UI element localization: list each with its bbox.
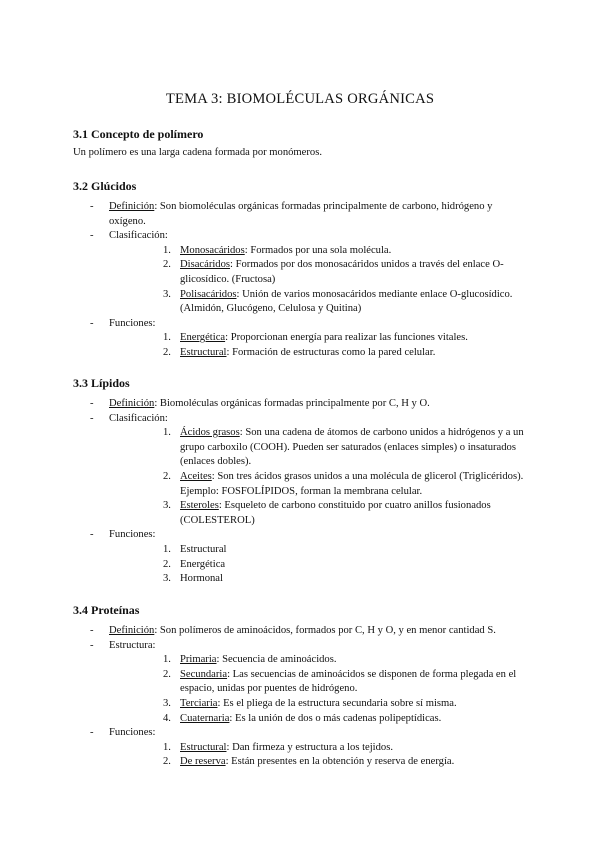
term: Esteroles bbox=[180, 500, 219, 512]
section-proteinas bbox=[73, 602, 528, 770]
term: Definición bbox=[109, 625, 155, 636]
term: Energética bbox=[180, 332, 226, 344]
definition-item: - Definición: Son biomoléculas orgánicas formadas principalmente de carbono, hidrógeno y oxígeno. bbox=[73, 200, 528, 229]
list-item: 3. Polisacáridos: Unión de varios monosacáridos mediante enlace O-glucosídico. (Almidón, Glucógeno, Celulosa y Quitina) bbox=[163, 288, 513, 315]
term: Estructural bbox=[180, 346, 227, 358]
paragraph: Un polímero es una larga cadena formada por monómeros. bbox=[73, 147, 322, 158]
definition-item: - Definición: Son polímeros de aminoácidos, formados por C, H y O, y en menor cantidad S. bbox=[73, 624, 528, 639]
term: Primaria bbox=[180, 654, 217, 666]
list-item: 1. Estructural bbox=[163, 543, 227, 555]
term: Polisacáridos bbox=[180, 288, 237, 300]
list-item: 2. Aceites: Son tres ácidos grasos unidos a una molécula de glicerol (Triglicéridos). Ejemplo: FOSFOLÍPIDOS, forman la membrana celular. bbox=[163, 470, 524, 497]
section-heading: 3.4 Proteínas bbox=[73, 603, 140, 617]
term: Monosacáridos bbox=[180, 244, 245, 256]
section-heading: 3.3 Lípidos bbox=[73, 376, 130, 390]
structure-item: - Estructura: 1. Primaria: Secuencia de aminoácidos. 2. Secundaria: Las secuencias de aminoácidos se disponen de forma plegada en el espacio, unidas por puentes de hidrógeno. 3. Terciaria: Es el pliega de la estructura secundaria sobre sí misma. 4. Cuaternaria: Es la unión de dos o más cadenas polipeptídicas. bbox=[73, 639, 528, 727]
term: Definición bbox=[109, 201, 155, 212]
section-heading: 3.1 Concepto de polímero bbox=[73, 127, 204, 141]
definition-item: - Definición: Biomoléculas orgánicas formadas principalmente por C, H y O. bbox=[73, 397, 528, 412]
list-item: 2. Energética bbox=[163, 558, 226, 570]
term: Estructural bbox=[180, 741, 227, 753]
page-title: TEMA 3: BIOMOLÉCULAS ORGÁNICAS bbox=[165, 91, 435, 107]
list-item: 2. Estructural: Formación de estructuras como la pared celular. bbox=[163, 346, 436, 358]
section-polimero bbox=[73, 126, 528, 161]
term: Terciaria bbox=[180, 697, 218, 709]
list-item: 1. Ácidos grasos: Son una cadena de átomos de carbono unidos a hidrógenos y a un grupo carboxilo (COOH). Pueden ser saturados (enlaces simples) o insaturados (enlaces dobles). bbox=[163, 427, 524, 468]
term: Disacáridos bbox=[180, 259, 231, 271]
functions-item: - Funciones: 1. Estructural: Dan firmeza y estructura a los tejidos. 2. De reserva: Están presentes en la obtención y reserva de energía. bbox=[73, 726, 528, 770]
term: Definición bbox=[109, 398, 155, 409]
list-item: 2. Secundaria: Las secuencias de aminoácidos se disponen de forma plegada en el espacio, unidas por puentes de hidrógeno. bbox=[163, 668, 517, 695]
functions-item: - Funciones: 1. Energética: Proporcionan energía para realizar las funciones vitales. 2. Estructural: Formación de estructuras como la pared celular. bbox=[73, 317, 528, 361]
classification-item: - Clasificación: 1. Monosacáridos: Formados por una sola molécula. 2. Disacáridos: Formados por dos monosacáridos unidos a través del enlace O-glicosídico. (Fructosa) 3. Polisacáridos: Unión de varios monosacáridos mediante enlace O-glucosídico. (Almidón, Glucógeno, Celulosa y Quitina) bbox=[73, 229, 528, 317]
term: Cuaternaria bbox=[180, 712, 230, 724]
list-item: 1. Estructural: Dan firmeza y estructura a los tejidos. bbox=[163, 741, 393, 753]
term: Aceites bbox=[180, 470, 212, 482]
list-item: 2. Disacáridos: Formados por dos monosacáridos unidos a través del enlace O-glicosídico. (Fructosa) bbox=[163, 259, 504, 285]
list-item: 3. Esteroles: Esqueleto de carbono constituido por cuatro anillos fusionados (COLESTEROL) bbox=[163, 500, 491, 526]
term: Secundaria bbox=[180, 668, 228, 680]
list-item: 1. Monosacáridos: Formados por una sola molécula. bbox=[163, 244, 392, 256]
list-item: 3. Terciaria: Es el pliega de la estructura secundaria sobre sí misma. bbox=[163, 697, 457, 709]
section-glucidos bbox=[73, 178, 528, 361]
functions-item: - Funciones: 1. Estructural 2. Energética 3. Hormonal bbox=[73, 528, 528, 586]
term: Ácidos grasos bbox=[180, 427, 240, 439]
list-item: 4. Cuaternaria: Es la unión de dos o más cadenas polipeptídicas. bbox=[163, 712, 442, 724]
list-item: 2. De reserva: Están presentes en la obtención y reserva de energía. bbox=[163, 756, 455, 768]
classification-item: - Clasificación: 1. Ácidos grasos: Son una cadena de átomos de carbono unidos a hidrógenos y a un grupo carboxilo (COOH). Pueden ser saturados (enlaces simples) o insaturados (enlaces dobles). 2. Aceites: Son tres ácidos grasos unidos a una molécula de glicerol (Triglicéridos). Ejemplo: FOSFOLÍPIDOS, forman la membrana celular. 3. Esteroles: Esqueleto de carbono constituido por cuatro anillos fusionados (COLESTEROL) bbox=[73, 412, 528, 529]
section-lipidos bbox=[73, 375, 528, 587]
section-heading: 3.2 Glúcidos bbox=[73, 179, 137, 193]
term: De reserva bbox=[180, 756, 226, 768]
list-item: 1. Primaria: Secuencia de aminoácidos. bbox=[163, 654, 337, 666]
list-item: 3. Hormonal bbox=[163, 573, 223, 585]
list-item: 1. Energética: Proporcionan energía para realizar las funciones vitales. bbox=[163, 332, 468, 344]
